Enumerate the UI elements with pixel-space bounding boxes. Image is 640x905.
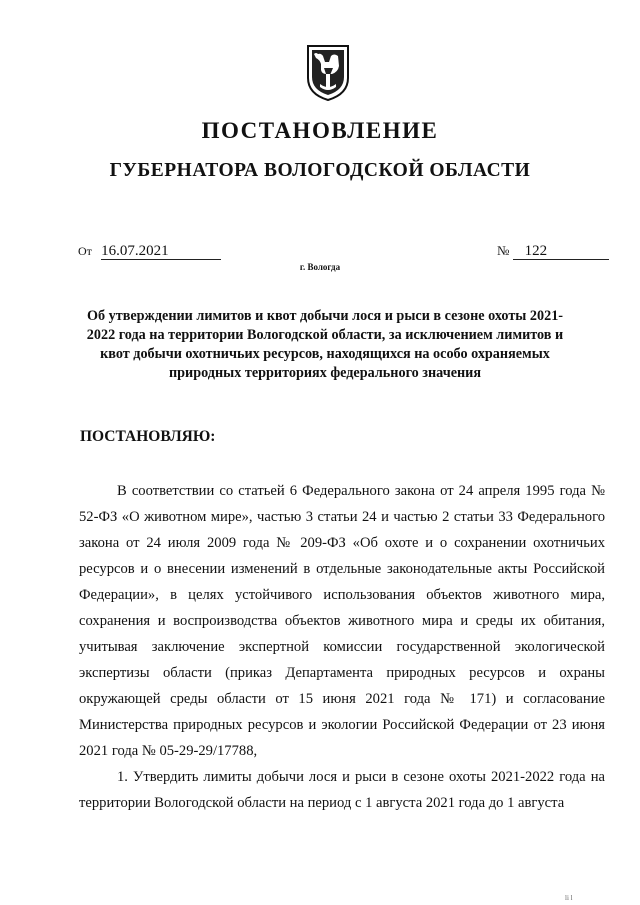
document-body xyxy=(79,478,605,816)
document-subtitle: ГУБЕРНАТОРА ВОЛОГОДСКОЙ ОБЛАСТИ xyxy=(109,160,531,181)
number-row xyxy=(497,243,609,260)
paragraph: 1. Утвердить лимиты добычи лося и рыси в сезоне охоты 2021-2022 года на территории Вологодской области на период с 1 августа 2021 года до 1 августа xyxy=(79,769,605,811)
coat-of-arms-icon xyxy=(306,44,350,102)
paragraph: В соответствии со статьей 6 Федерального закона от 24 апреля 1995 года № 52-ФЗ «О животном мире», частью 3 статьи 24 и частью 2 статьи 33 Федерального закона от 24 июля 2009 года № 209-ФЗ «Об охоте и о сохранении охотничьих ресурсов и о внесении изменений в отдельные законодательные акты Российской Федерации», в целях устойчивого использования объектов животного мира, сохранения и воспроизводства объектов животного мира и среды их обитания, учитывая заключение экспертной комиссии государственной экологической экспертизы области (приказ Департамента природных ресурсов и охраны окружающей среды области от 15 июня 2021 года № 171) и согласование Министерства природных ресурсов и экологии Российской Федерации от 23 июня 2021 года № 05-29-29/17788, xyxy=(79,483,605,759)
date-row xyxy=(78,243,221,260)
number-label: № xyxy=(497,243,510,258)
footer-mark: li l xyxy=(565,894,573,902)
date-label: От xyxy=(78,244,92,258)
city-label: г. Вологда xyxy=(299,262,341,272)
document-title: ПОСТАНОВЛЕНИЕ xyxy=(201,118,439,143)
document-date: 16.07.2021 xyxy=(101,243,221,260)
document-number: 122 xyxy=(513,243,609,260)
decree-word: ПОСТАНОВЛЯЮ: xyxy=(80,428,216,445)
document-subject: Об утверждении лимитов и квот добычи лося и рыси в сезоне охоты 2021-2022 года на территории Вологодской области, за исключением лимитов и квот добычи охотничьих ресурсов, находящихся на особо охраняемых природных территориях федерального значения xyxy=(86,308,564,381)
